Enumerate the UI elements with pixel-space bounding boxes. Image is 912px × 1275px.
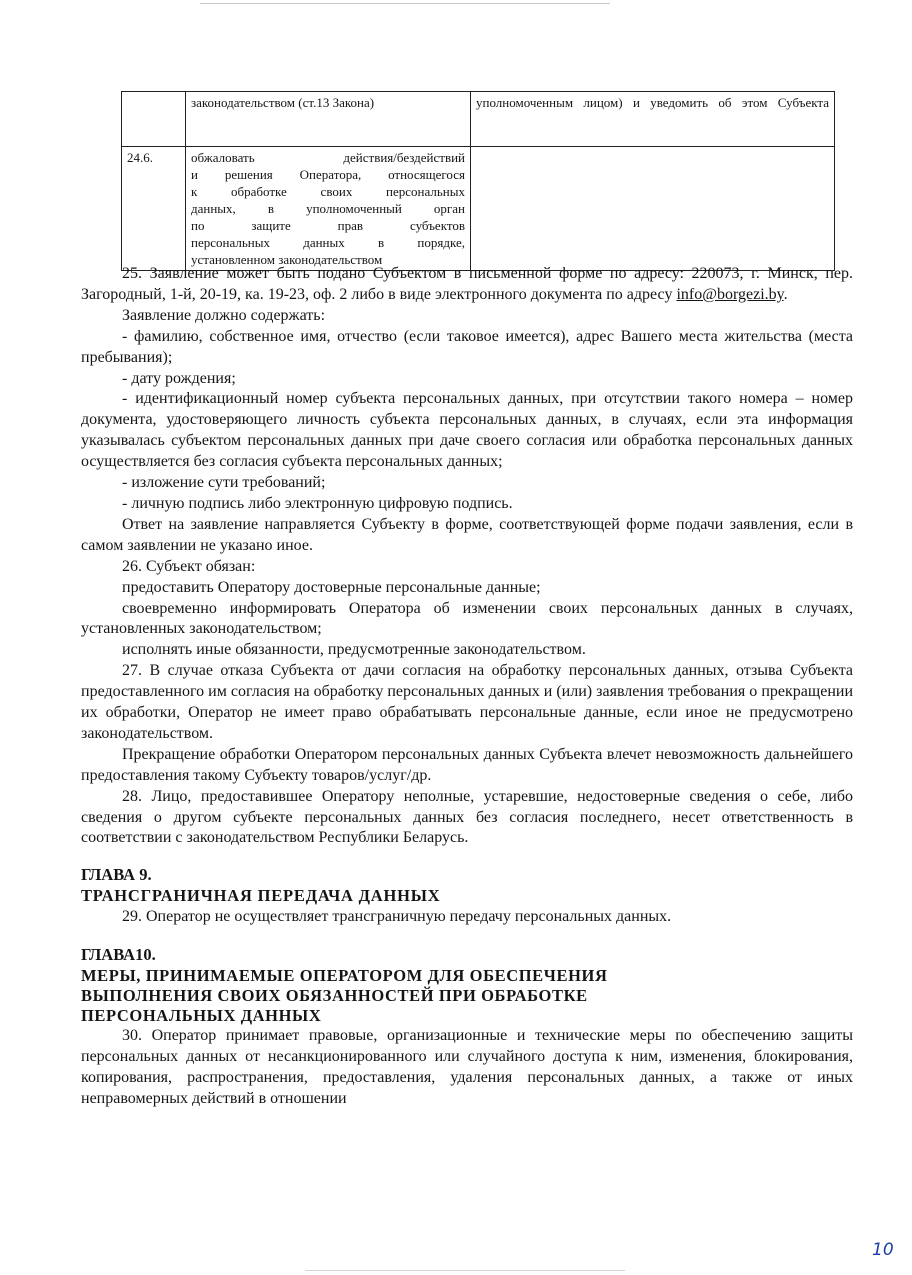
chapter-10-title-line: ВЫПОЛНЕНИЯ СВОИХ ОБЯЗАННОСТЕЙ ПРИ ОБРАБОТКЕ — [81, 986, 588, 1005]
paragraph-29: 29. Оператор не осуществляет трансграничную передачу персональных данных. — [122, 908, 672, 926]
chapter-10-title-line: МЕРЫ, ПРИНИМАЕМЫЕ ОПЕРАТОРОМ ДЛЯ ОБЕСПЕЧЕНИЯ — [81, 966, 608, 985]
list-item-id: - идентификационный номер субъекта персональных данных, при отсутствии такого номера – номер документа, удостоверяющего личность субъекта персональных данных, в случаях, если эта информация указывалась субъектом персональных данных при даче своего согласия или обработка персональных данных осуществляется без согласия субъекта персональных данных; — [81, 390, 853, 471]
paragraph-26: 26. Субъект обязан: — [122, 557, 256, 575]
table-cell-line: по защите прав субъектов — [191, 218, 465, 233]
paragraph-must-contain: Заявление должно содержать: — [122, 306, 326, 324]
table-cell-line: и решения Оператора, относящегося — [191, 167, 465, 182]
email-link[interactable]: info@borgezi.by — [676, 285, 784, 303]
paragraph-25-text: 25. Заявление может быть подано Субъектом в письменной форме по адресу: 220073, г. Минск, пер. Загородный, 1-й, 20-19, ка. 19-23, оф. 2 либо в виде электронного документа по адресу — [81, 265, 853, 303]
table-cell-number: 24.6. — [122, 147, 186, 271]
paragraph-26-b: своевременно информировать Оператора об изменении своих персональных данных в случаях, установленных законодательством; — [81, 599, 853, 638]
paragraph-25-end: . — [783, 285, 788, 303]
chapter-10-title-line: ПЕРСОНАЛЬНЫХ ДАННЫХ — [81, 1006, 322, 1025]
rights-table — [121, 91, 835, 271]
paragraph-answer: Ответ на заявление направляется Субъекту в форме, соответствующей форме подачи заявления, если в самом заявлении не указано иное. — [81, 515, 853, 554]
paragraph-26-c: исполнять иные обязанности, предусмотренные законодательством. — [122, 641, 586, 659]
paragraph-30: 30. Оператор принимает правовые, организационные и технические меры по обеспечению защиты персональных данных от несанкционированного или случайного доступа к ним, изменения, блокирования, копирования, распространения, предоставления, удаления персональных данных, а также от иных неправомерных действий в отношении — [81, 1027, 853, 1107]
table-cell-right: законодательством (ст.13 Закона) — [186, 92, 471, 147]
table-cell-line: к обработке своих персональных — [191, 184, 465, 199]
table-cell-line: установленном законодательством — [191, 252, 383, 267]
table-cell-line: обжаловать действия/бездействий — [191, 150, 465, 165]
list-item-essence: - изложение сути требований; — [122, 474, 326, 492]
table-row — [122, 147, 835, 271]
table-cell-number — [122, 92, 186, 147]
scan-edge-bottom — [305, 1270, 625, 1271]
paragraph-27-b: Прекращение обработки Оператором персональных данных Субъекта влечет невозможность дальнейшего предоставления такому Субъекту товаров/услуг/др. — [81, 745, 853, 784]
paragraph-28: 28. Лицо, предоставившее Оператору неполные, устаревшие, недостоверные сведения о себе, либо сведения о другом субъекте персональных данных без согласия последнего, несет ответственность в соответствии с законодательством Республики Беларусь. — [81, 787, 853, 847]
scan-edge-top — [200, 3, 610, 4]
chapter-10-label: ГЛАВА10. — [81, 945, 156, 965]
table-cell-action: уполномоченным лицом) и уведомить об этом Субъекта — [471, 92, 835, 147]
table-row — [122, 92, 835, 147]
table-cell-action — [471, 147, 835, 271]
list-item-sign: - личную подпись либо электронную цифровую подпись. — [122, 494, 513, 512]
list-item-name: - фамилию, собственное имя, отчество (если таковое имеется), адрес Вашего места жительства (места пребывания); — [81, 327, 853, 366]
paragraph-26-a: предоставить Оператору достоверные персональные данные; — [122, 578, 541, 596]
table-cell-line: персональных данных в порядке, — [191, 235, 465, 250]
paragraph-25 — [81, 264, 853, 306]
chapter-9-title: ТРАНСГРАНИЧНАЯ ПЕРЕДАЧА ДАННЫХ — [81, 886, 441, 906]
document-body — [81, 264, 853, 1110]
paragraph-27: 27. В случае отказа Субъекта от дачи согласия на обработку персональных данных, отзыва Субъекта предоставленного им согласия на обработку персональных данных и (или) заявления требования о прекращении их обработки, Оператор не имеет право обрабатывать персональные данные, если иное не предусмотрено законодательством. — [81, 662, 853, 742]
table-cell-right — [186, 147, 471, 271]
chapter-9-label: ГЛАВА 9. — [81, 865, 152, 885]
table-cell-line: данных, в уполномоченный орган — [191, 201, 465, 216]
list-item-birth: - дату рождения; — [122, 369, 236, 387]
page-number: 10 — [872, 1240, 894, 1260]
